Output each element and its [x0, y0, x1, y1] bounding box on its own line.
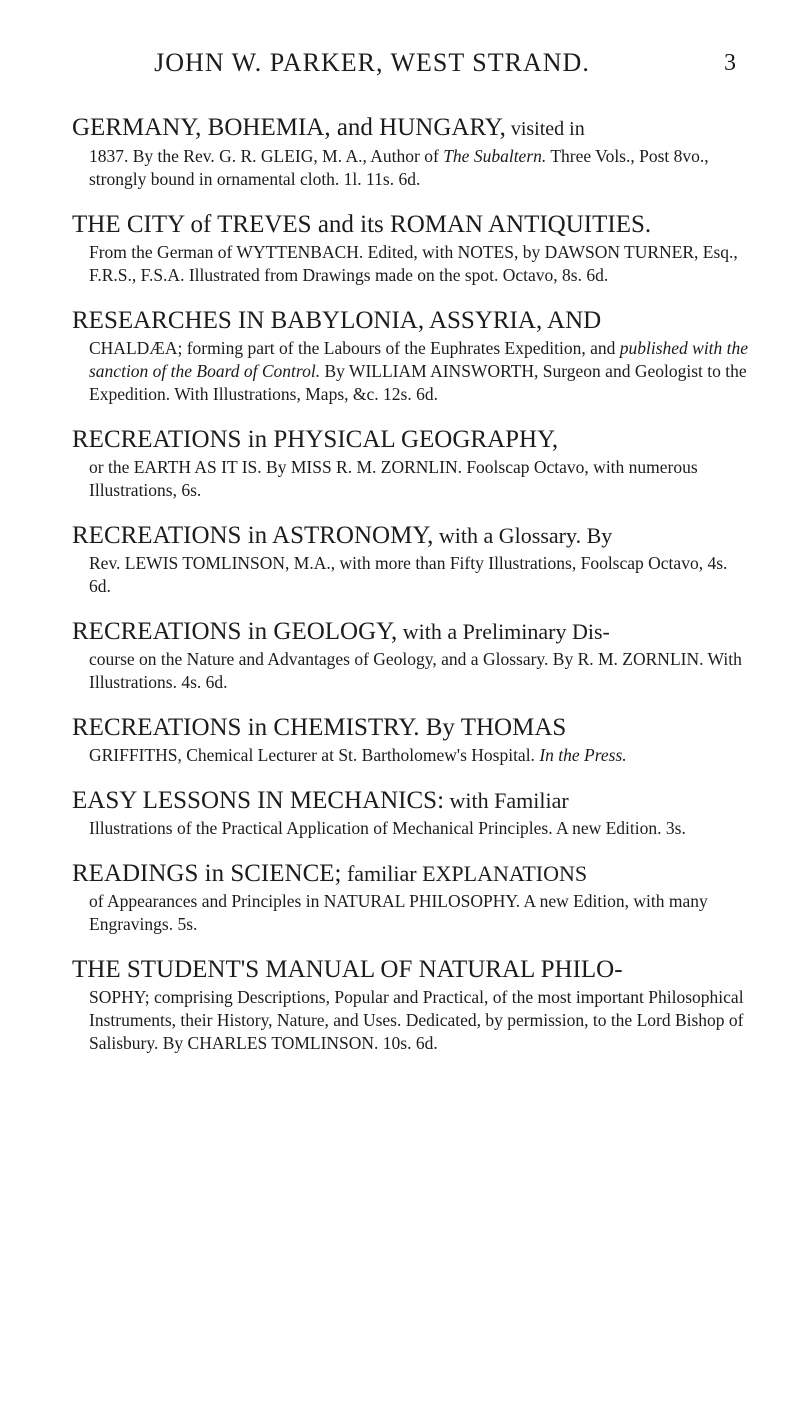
book-entry	[72, 209, 752, 287]
book-entry	[72, 785, 752, 840]
book-description: or the EARTH AS IT IS. By MISS R. M. ZORNLIN. Foolscap Octavo, with numerous Illustrations, 6s.	[89, 457, 698, 500]
book-entry	[72, 858, 752, 936]
book-entry	[72, 712, 752, 767]
publisher-header: JOHN W. PARKER, WEST STRAND.	[154, 48, 590, 77]
book-title: RECREATIONS in CHEMISTRY. By THOMAS	[72, 714, 567, 741]
book-entry	[72, 424, 752, 502]
book-title: RECREATIONS in PHYSICAL GEOGRAPHY,	[72, 426, 559, 453]
book-title: RESEARCHES IN BABYLONIA, ASSYRIA, AND	[72, 307, 602, 334]
book-description: SOPHY; comprising Descriptions, Popular and Practical, of the most important Philosophical Instruments, their History, Nature, and Uses. Dedicated, by permission, to the Lord Bishop of Salisbury. By CHARLES TOMLINSON. 10s. 6d.	[89, 987, 744, 1053]
running-head	[0, 48, 800, 88]
book-entry	[72, 954, 752, 1055]
book-entry	[72, 520, 752, 598]
book-description: Illustrations of the Practical Application of Mechanical Principles. A new Edition. 3s.	[89, 818, 686, 838]
book-entry	[72, 112, 752, 191]
book-description: course on the Nature and Advantages of Geology, and a Glossary. By R. M. ZORNLIN. With Illustrations. 4s. 6d.	[89, 649, 742, 692]
book-title: GERMANY, BOHEMIA, and HUNGARY, visited in	[72, 114, 585, 141]
book-title: RECREATIONS in GEOLOGY, with a Preliminary Dis-	[72, 618, 610, 645]
book-entry	[72, 305, 752, 406]
book-description: GRIFFITHS, Chemical Lecturer at St. Bartholomew's Hospital. In the Press.	[89, 745, 627, 765]
page-number: 3	[724, 50, 736, 76]
book-description: of Appearances and Principles in NATURAL PHILOSOPHY. A new Edition, with many Engravings. 5s.	[89, 891, 708, 934]
book-description: 1837. By the Rev. G. R. GLEIG, M. A., Author of The Subaltern. Three Vols., Post 8vo., strongly bound in ornamental cloth. 1l. 11s. 6d.	[89, 146, 709, 189]
book-description: CHALDÆA; forming part of the Labours of the Euphrates Expedition, and published with the sanction of the Board of Control. By WILLIAM AINSWORTH, Surgeon and Geologist to the Expedition. With Illustrations, Maps, &c. 12s. 6d.	[89, 338, 749, 404]
book-entry	[72, 616, 752, 694]
book-list	[72, 112, 752, 1073]
book-title: THE STUDENT'S MANUAL OF NATURAL PHILO-	[72, 956, 623, 983]
book-title: THE CITY of TREVES and its ROMAN ANTIQUITIES.	[72, 211, 652, 238]
book-title: RECREATIONS in ASTRONOMY, with a Glossary. By	[72, 522, 613, 549]
book-title: READINGS in SCIENCE; familiar EXPLANATIONS	[72, 860, 588, 887]
book-title: EASY LESSONS IN MECHANICS: with Familiar	[72, 787, 569, 814]
book-description: From the German of WYTTENBACH. Edited, with NOTES, by DAWSON TURNER, Esq., F.R.S., F.S.A. Illustrated from Drawings made on the spot. Octavo, 8s. 6d.	[89, 242, 738, 285]
book-description: Rev. LEWIS TOMLINSON, M.A., with more than Fifty Illustrations, Foolscap Octavo, 4s. 6d.	[89, 553, 728, 596]
